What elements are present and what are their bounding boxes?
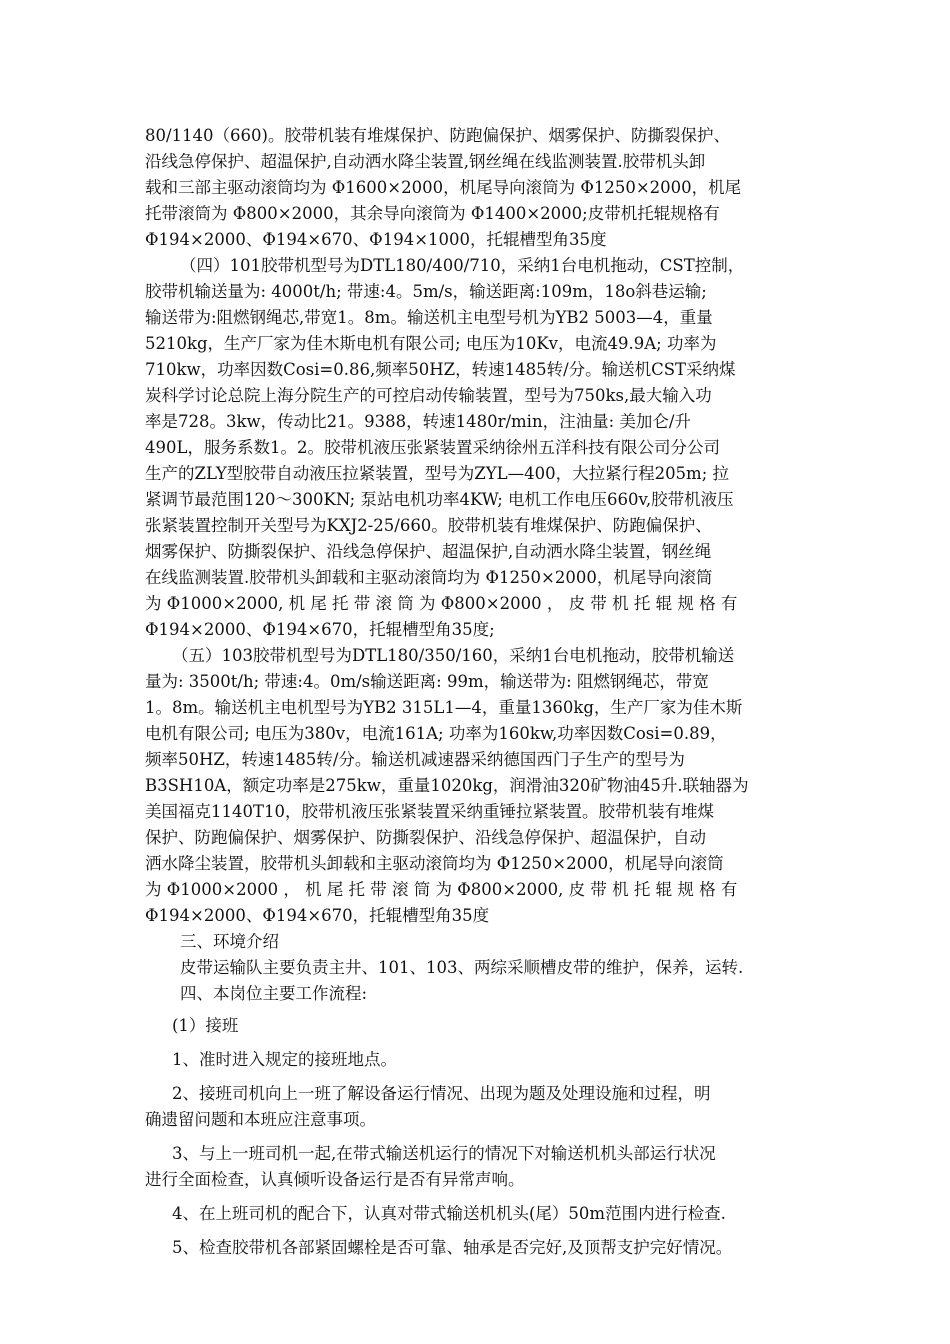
text-line: 紧调节最范围120～300KN; 泵站电机功率4KW; 电机工作电压660v,胶带机液压	[145, 490, 734, 509]
text-line: Φ194×2000、Φ194×670、Φ194×1000，托辊槽型角35度	[145, 230, 607, 249]
list-item: 4、在上班司机的配合下，认真对带式输送机机头(尾）50m范围内进行检查.	[172, 1204, 726, 1223]
text-line: 80/1140（660)。胶带机装有堆煤保护、防跑偏保护、烟雾保护、防撕裂保护、	[145, 126, 730, 145]
text-line: 率是728。3kw，传动比21。9388，转速1480r/min，注油量: 美加仑/升	[145, 412, 691, 431]
text-line: 在线监测装置.胶带机头卸载和主驱动滚筒均为 Φ1250×2000，机尾导向滚筒	[145, 568, 713, 587]
text-line: 胶带机输送量为: 4000t/h; 带速:4。5m/s，输送距离:109m，18o斜巷运输;	[145, 282, 707, 301]
text-line: 烟雾保护、防撕裂保护、沿线急停保护、超温保护,自动洒水降尘装置，钢丝绳	[145, 542, 712, 561]
text-line: Φ194×2000、Φ194×670，托辊槽型角35度	[145, 906, 490, 925]
text-line: 张紧装置控制开关型号为KXJ2-25/660。胶带机装有堆煤保护、防跑偏保护、	[145, 516, 712, 535]
section-heading: 三、环境介绍	[180, 932, 279, 951]
list-item: 1、准时进入规定的接班地点。	[172, 1050, 397, 1069]
text-line: Φ194×2000、Φ194×670，托辊槽型角35度;	[145, 620, 495, 639]
text-line: 5210kg，生产厂家为佳木斯电机有限公司; 电压为10Kv，电流49.9A; 功率为	[145, 334, 717, 353]
text-line: B3SH10A，额定功率是275kw，重量1020kg，润滑油320矿物油45升.联轴器为	[145, 776, 749, 795]
list-item: 5、检查胶带机各部紧固螺栓是否可靠、轴承是否完好,及顶帮支护完好情况。	[172, 1238, 733, 1257]
list-item: 3、与上一班司机一起,在带式输送机运行的情况下对输送机机头部运行状况	[172, 1144, 716, 1163]
text-line: 量为: 3500t/h; 带速:4。0m/s输送距离: 99m，输送带为: 阻燃钢绳芯，带宽	[145, 672, 709, 691]
text-line: 为 Φ1000×2000 ， 机 尾 托 带 滚 筒 为 Φ800×2000, 皮 带 机 托 辊 规 格 有	[145, 880, 738, 899]
text-line: 沿线急停保护、超温保护,自动洒水降尘装置,钢丝绳在线监测装置.胶带机头卸	[145, 152, 706, 171]
text-line: 进行全面检查，认真倾听设备运行是否有异常声响。	[145, 1170, 525, 1189]
text-line: 载和三部主驱动滚筒均为 Φ1600×2000，机尾导向滚筒为 Φ1250×2000，机尾	[145, 178, 742, 197]
text-line: 1。8m。输送机主电机型号为YB2 315L1—4，重量1360kg，生产厂家为佳木斯	[145, 698, 743, 717]
text-line: 输送带为:阻燃钢绳芯,带宽1。8m。输送机主电型号机为YB2 5003—4，重量	[145, 308, 713, 327]
text-line: 710kw，功率因数Cosi=0.86,频率50HZ，转速1485转/分。输送机CST采纳煤	[145, 360, 736, 379]
subsection-heading: (1）接班	[172, 1016, 239, 1035]
text-line: 托带滚筒为 Φ800×2000，其余导向滚筒为 Φ1400×2000;皮带机托辊规格有	[145, 204, 720, 223]
text-line: 皮带运输队主要负责主井、101、103、两综采顺槽皮带的维护，保养，运转.	[180, 958, 744, 977]
text-line: 生产的ZLY型胶带自动液压拉紧装置，型号为ZYL—400，大拉紧行程205m; 拉	[145, 464, 730, 483]
text-line: 电机有限公司; 电压为380v，电流161A; 功率为160kw,功率因数Cosi=0.89，	[145, 724, 727, 743]
text-line: 洒水降尘装置，胶带机头卸载和主驱动滚筒均为 Φ1250×2000，机尾导向滚筒	[145, 854, 724, 873]
text-line: 490L，服务系数1。2。胶带机液压张紧装置采纳徐州五洋科技有限公司分公司	[145, 438, 720, 457]
section-heading: 四、本岗位主要工作流程:	[180, 984, 368, 1003]
text-line: 保护、防跑偏保护、烟雾保护、防撕裂保护、沿线急停保护、超温保护，自动	[145, 828, 706, 847]
text-line: （五）103胶带机型号为DTL180/350/160，采纳1台电机拖动，胶带机输送	[172, 646, 735, 665]
text-line: 炭科学讨论总院上海分院生产的可控启动传输装置，型号为750ks,最大输入功	[145, 386, 712, 405]
list-item: 2、接班司机向上一班了解设备运行情况、出现为题及处理设施和过程，明	[172, 1084, 711, 1103]
text-line: 确遗留问题和本班应注意事项。	[145, 1110, 376, 1129]
text-line: 为 Φ1000×2000, 机 尾 托 带 滚 筒 为 Φ800×2000 ， 皮 带 机 托 辊 规 格 有	[145, 594, 738, 613]
text-line: （四）101胶带机型号为DTL180/400/710，采纳1台电机拖动，CST控制，	[180, 256, 745, 275]
text-line: 频率50HZ，转速1485转/分。输送机减速器采纳德国西门子生产的型号为	[145, 750, 685, 769]
text-line: 美国福克1140T10，胶带机液压张紧装置采纳重锤拉紧装置。胶带机装有堆煤	[145, 802, 714, 821]
